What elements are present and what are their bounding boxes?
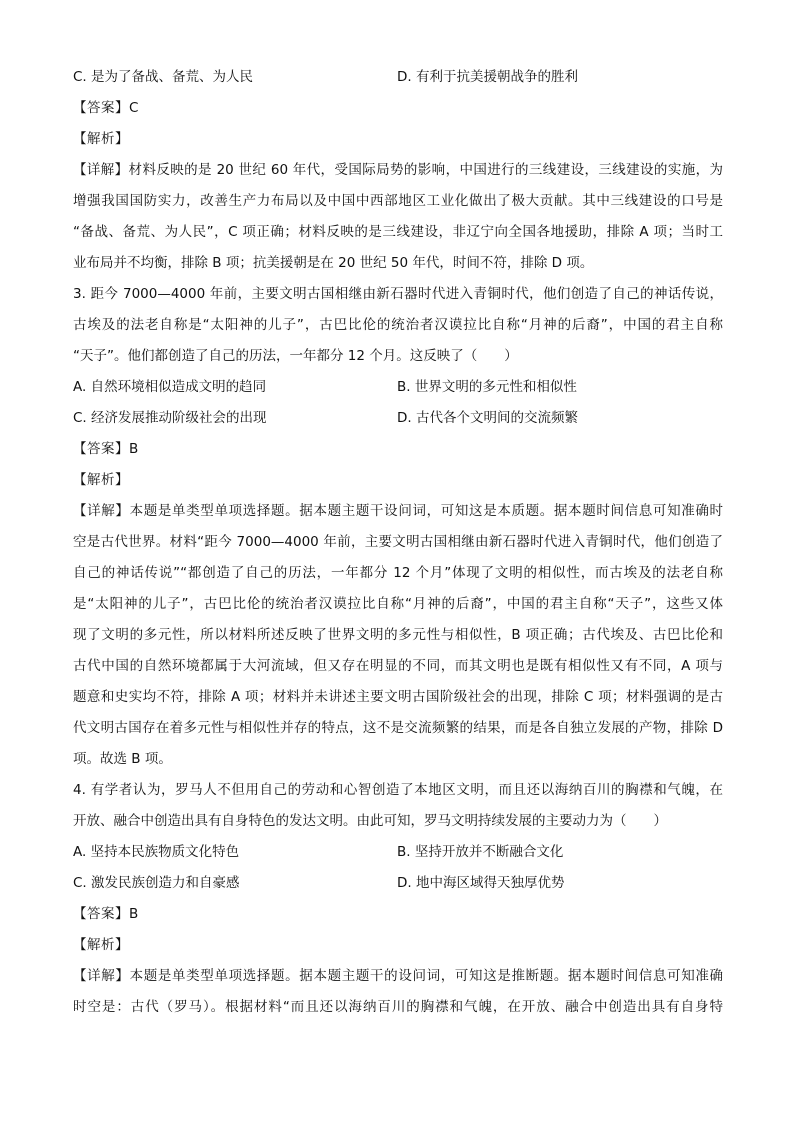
q3-detail-line: 空是古代世界。材料“距今 7000—4000 年前，主要文明古国相继由新石器时代进入青铜时代，他们创造了 <box>73 534 723 550</box>
q3-detail-line: 是“太阳神的儿子”，古巴比伦的统治者汉谟拉比自称“月神的后裔”，中国的君主自称“天子”，这些又体 <box>73 596 723 612</box>
q3-stem-line: “天子”。他们都创造了自己的历法，一年都分 12 个月。这反映了（ ） <box>73 348 518 364</box>
q4-detail-line: 时空是：古代（罗马）。根据材料“而且还以海纳百川的胸襟和气魄，在开放、融合中创造出具有自身特 <box>73 999 723 1015</box>
q4-option-c: C. 激发民族创造力和自豪感 <box>73 875 240 891</box>
q2-option-c: C. 是为了备战、备荒、为人民 <box>73 69 254 85</box>
q4-options-row-ab <box>73 837 723 868</box>
q3-stem-line: 古埃及的法老自称是“太阳神的儿子”，古巴比伦的统治者汉谟拉比自称“月神的后裔”，中国的君主自称 <box>73 317 723 333</box>
q3-options-row-ab <box>73 372 723 403</box>
q4-analysis-label: 【解析】 <box>73 937 129 953</box>
q3-detail-line: 古代中国的自然环境都属于大河流域，但又存在明显的不同，而其文明也是既有相似性又有不同，A 项与 <box>73 658 723 674</box>
q3-detail-line: 【详解】本题是单类型单项选择题。据本题主题干设问词，可知这是本质题。据本题时间信息可知准确时 <box>73 503 723 519</box>
document-content <box>73 62 723 1023</box>
q4-stem-line: 开放、融合中创造出具有自身特色的发达文明。由此可知，罗马文明持续发展的主要动力为（ ） <box>73 813 667 829</box>
q2-detail-line: “备战、备荒、为人民”，C 项正确；材料反映的是三线建设，非辽宁向全国各地援助，排除 A 项；当时工 <box>73 224 723 240</box>
q4-option-d: D. 地中海区域得天独厚优势 <box>397 875 565 891</box>
q2-detail-line: 【详解】材料反映的是 20 世纪 60 年代，受国际局势的影响，中国进行的三线建设，三线建设的实施，为 <box>73 162 723 178</box>
q3-options-row-cd <box>73 403 723 434</box>
q4-option-b: B. 坚持开放并不断融合文化 <box>397 844 564 860</box>
q3-option-a: A. 自然环境相似造成文明的趋同 <box>73 379 267 395</box>
q4-options-row-cd <box>73 868 723 899</box>
q3-detail-line: 题意和史实均不符，排除 A 项；材料并未讲述主要文明古国阶级社会的出现，排除 C 项；材料强调的是古 <box>73 689 723 705</box>
q3-detail-line: 现了文明的多元性，所以材料所述反映了世界文明的多元性与相似性，B 项正确；古代埃及、古巴比伦和 <box>73 627 723 643</box>
q2-detail-line: 业布局并不均衡，排除 B 项；抗美援朝是在 20 世纪 50 年代，时间不符，排除 D 项。 <box>73 255 594 271</box>
q2-answer: 【答案】C <box>73 100 139 116</box>
q4-stem-line: 4. 有学者认为，罗马人不但用自己的劳动和心智创造了本地区文明，而且还以海纳百川的胸襟和气魄，在 <box>73 782 723 798</box>
q3-analysis-label: 【解析】 <box>73 472 129 488</box>
q2-option-d: D. 有利于抗美援朝战争的胜利 <box>397 69 578 85</box>
q2-detail-line: 增强我国国防实力，改善生产力布局以及中国中西部地区工业化做出了极大贡献。其中三线建设的口号是 <box>73 193 723 209</box>
q3-detail-line: 自己的神话传说”“都创造了自己的历法，一年都分 12 个月”体现了文明的相似性，而古埃及的法老自称 <box>73 565 723 581</box>
q4-answer: 【答案】B <box>73 906 139 922</box>
q2-analysis-label: 【解析】 <box>73 131 129 147</box>
q3-option-c: C. 经济发展推动阶级社会的出现 <box>73 410 267 426</box>
q3-detail-line: 项。故选 B 项。 <box>73 751 172 767</box>
q3-option-b: B. 世界文明的多元性和相似性 <box>397 379 577 395</box>
q3-option-d: D. 古代各个文明间的交流频繁 <box>397 410 578 426</box>
q2-options-row-cd <box>73 62 723 93</box>
q3-detail-line: 代文明古国存在着多元性与相似性并存的特点，这不是交流频繁的结果，而是各自独立发展的产物，排除 D <box>73 720 723 736</box>
q3-answer: 【答案】B <box>73 441 139 457</box>
q4-option-a: A. 坚持本民族物质文化特色 <box>73 844 240 860</box>
q4-detail-line: 【详解】本题是单类型单项选择题。据本题主题干的设问词，可知这是推断题。据本题时间信息可知准确 <box>73 968 723 984</box>
q3-stem-line: 3. 距今 7000—4000 年前，主要文明古国相继由新石器时代进入青铜时代，他们创造了自己的神话传说， <box>73 286 723 302</box>
